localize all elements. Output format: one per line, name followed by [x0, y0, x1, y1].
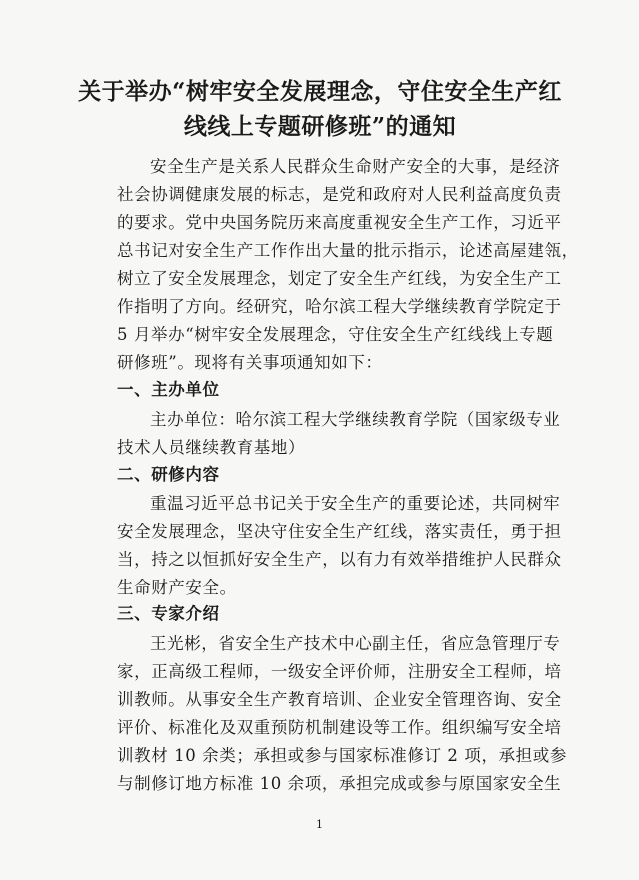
intro-line-3: 的要求。党中央国务院历来高度重视安全生产工作，习近平	[117, 213, 562, 232]
section2-line-4: 生命财产安全。	[117, 578, 237, 597]
page-number: 1	[316, 818, 323, 831]
section3-line-5: 训教材 10 余类；承担或参与国家标准修订 2 项，承担或参	[117, 746, 567, 765]
intro-line-4: 总书记对安全生产工作作出大量的批示指示，论述高屋建瓴，	[117, 241, 579, 260]
intro-line-1: 安全生产是关系人民群众生命财产安全的大事，是经济	[150, 157, 561, 176]
title-line-2: 线线上专题研修班”的通知	[183, 113, 457, 140]
document-title	[60, 74, 580, 144]
section1-line-1: 主办单位：哈尔滨工程大学继续教育学院（国家级专业	[150, 410, 561, 429]
intro-line-6: 作指明了方向。经研究，哈尔滨工程大学继续教育学院定于	[117, 297, 562, 316]
title-line-1: 关于举办“树牢安全发展理念，守住安全生产红	[78, 78, 562, 105]
section3-line-2: 家，正高级工程师，一级安全评价师，注册安全工程师，培	[117, 662, 562, 681]
intro-line-2: 社会协调健康发展的标志，是党和政府对人民利益高度负责	[117, 185, 562, 204]
section3-line-1: 王光彬，省安全生产技术中心副主任，省应急管理厅专	[150, 634, 561, 653]
section1-line-2: 技术人员继续教育基地）	[117, 438, 306, 457]
section-heading-2: 二、研修内容	[117, 465, 220, 484]
section2-line-2: 安全发展理念，坚决守住安全生产红线，落实责任，勇于担	[117, 522, 562, 541]
section3-line-6: 与制修订地方标准 10 余项，承担完成或参与原国家安全生	[117, 774, 562, 793]
section3-line-4: 评价、标准化及双重预防机制建设等工作。组织编写安全培	[117, 718, 562, 737]
section2-line-3: 当，持之以恒抓好安全生产，以有力有效举措维护人民群众	[117, 550, 562, 569]
section3-line-3: 训教师。从事安全生产教育培训、企业安全管理咨询、安全	[117, 690, 562, 709]
intro-line-5: 树立了安全发展理念，划定了安全生产红线，为安全生产工	[117, 269, 562, 288]
intro-line-8: 研修班”。现将有关事项通知如下：	[117, 353, 383, 372]
intro-line-7: 5 月举办“树牢安全发展理念，守住安全生产红线线上专题	[117, 325, 554, 344]
section-heading-3: 三、专家介绍	[117, 604, 220, 623]
section2-line-1: 重温习近平总书记关于安全生产的重要论述，共同树牢	[150, 494, 561, 513]
section-heading-1: 一、主办单位	[117, 380, 220, 399]
